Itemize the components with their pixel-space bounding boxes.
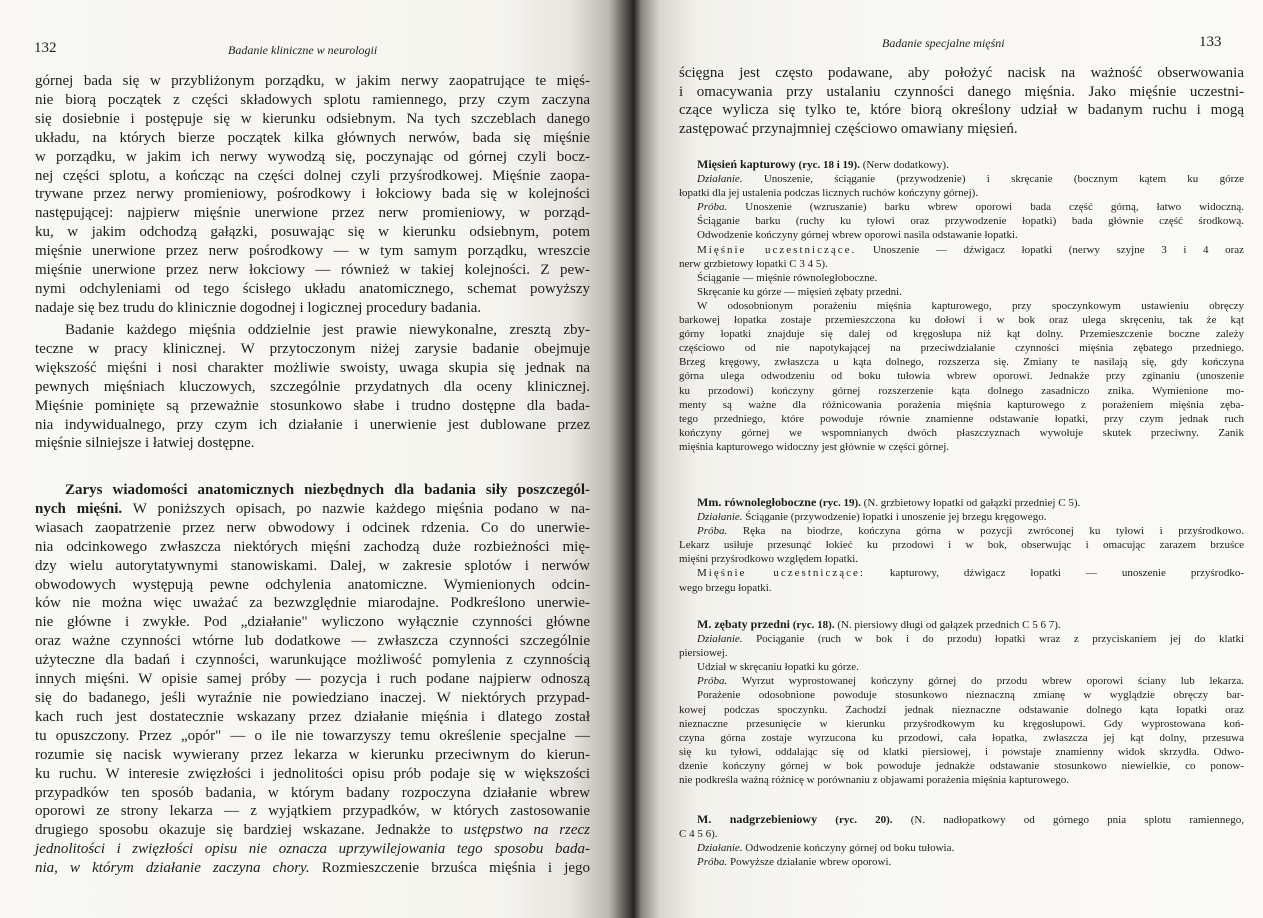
text-line: większość mięśni i nosi charakter możliwie swoisty, uwaga skupia się jednak na bbox=[35, 359, 590, 376]
note-line: W odosobnionym porażeniu mięśnia kapturowego, przy spoczynkowym ustawieniu obręczy bbox=[697, 299, 1244, 312]
text-line bbox=[35, 500, 590, 519]
text-line: ku ruchu. W interesie zwięzłości i jednolitości opisu prób podaje się w większości bbox=[35, 765, 590, 782]
text-line: czące wylicza się tylko te, które biorą określony udział w badanym ruchu i mogą bbox=[679, 102, 1244, 118]
label-dzialanie: Działanie. bbox=[697, 511, 743, 524]
text-line bbox=[679, 510, 1244, 524]
section-kapturowy bbox=[679, 157, 1244, 454]
muscle-title: Mm. równoległoboczne bbox=[697, 495, 817, 509]
text-line: ku, w jakim odchodzą gałązki, posuwając się w kierunku odsiebnym, potem bbox=[35, 224, 590, 241]
note-line: mięśnia kapturowego widoczny jest głównie w części górnej. bbox=[679, 440, 950, 453]
note-line: nie podkreśla ważną różnicę w porównaniu z objawami porażenia mięśnia kapturowego. bbox=[679, 774, 1070, 787]
note-line: menty są ważne dla różnicowania porażenia mięśnia kapturowego z porażeniem mięśnia zęba- bbox=[679, 398, 1244, 411]
text-line: Ściąganie — mięśnie równoległoboczne. bbox=[697, 271, 878, 284]
text-line bbox=[679, 841, 1244, 855]
text-line: się dosiebnie i postępuje się w kierunku odsiebnym. Na tych szczeblach danego bbox=[35, 110, 590, 127]
text-line bbox=[679, 243, 1244, 257]
section-rownoleglobocze bbox=[679, 495, 1244, 595]
text-line: wiasach zaopatrzenie przez nerw obwodowy i odcinek rdzenia. Co do unerwie- bbox=[35, 519, 590, 536]
text-line bbox=[679, 566, 1244, 580]
text-line: oraz ważne czynności wtórne lub dodatkowe — zwłaszcza czynności szczególnie bbox=[35, 633, 590, 650]
text-line: ków nie można więc uważać za bezwzględnie miarodajne. Podkreślono unerwie- bbox=[35, 595, 590, 612]
text-line: nej części splotu, a kończąc na części dolnej czyli przyśrodkowej. Mięśnie zaopa- bbox=[35, 167, 590, 184]
text-run: Ściąganie (przywodzenie) łopatki i unoszenie jej brzegu kręgowego. bbox=[745, 511, 1047, 524]
text-run: Rozmieszczenie brzuśca mięśnia i jego bbox=[321, 860, 591, 877]
text-line bbox=[679, 172, 1244, 186]
text-line: nie biorą początek z części składowych splotu ramiennego, przy czym zaczyna bbox=[35, 91, 590, 108]
right-page bbox=[634, 0, 1263, 918]
note-line: ku przodowi) kończyny górnej rozszerzenie kąta dolnego zasadniczo znika. Wymienione mo- bbox=[679, 384, 1244, 397]
note-line: tego przedniego, które powoduje równie znamienne odstawanie łopatki, przy czym jednak ruch bbox=[679, 412, 1244, 425]
intro-paragraph bbox=[679, 64, 1244, 138]
section-heading-end: nych mięśni. bbox=[35, 500, 123, 517]
italic-run: ustępstwo na rzecz bbox=[463, 822, 591, 839]
note-line: kończyny górnej we wspomnianych dwóch płaszczyznach wywołuje skutek przeciwny. Zanik bbox=[679, 426, 1244, 439]
text-line bbox=[679, 674, 1244, 688]
label-dzialanie: Działanie. bbox=[697, 633, 743, 646]
section-heading: Zarys wiadomości anatomicznych niezbędnych dla badania siły poszczegól- bbox=[65, 482, 590, 498]
note-line: czyna górna zostaje wyrzucona ku przodowi, cała łopatka, zwłaszcza jej kąt dolny, przesuwa bbox=[679, 731, 1244, 744]
text-line: rozumie się nacisk wywierany przez lekarza w kierunku przeciwnym do kierun- bbox=[35, 746, 590, 763]
page-number: 132 bbox=[34, 40, 57, 56]
text-line bbox=[35, 821, 590, 840]
section-zebaty-przedni bbox=[679, 617, 1244, 787]
text-line: nymi odchyleniami od tego ścisłego układu anatomicznego, schemat powyższy bbox=[35, 280, 590, 297]
text-line: nadaje się bez trudu do klinicznie dogodnej i logicznej procedury badania. bbox=[35, 299, 482, 316]
label-proba: Próba. bbox=[697, 675, 728, 688]
italic-run: nia, w którym działanie zaczyna chory. bbox=[35, 860, 310, 877]
note-line: barkowej łopatka zostaje przemieszczona ku dołowi i w bok oraz ulega skręceniu, tak że kąt bbox=[679, 314, 1244, 327]
muscle-heading bbox=[679, 157, 1244, 172]
text-run: Pociąganie (ruch w bok i do przodu) łopatki wraz z przyciskaniem jej do klatki bbox=[756, 633, 1245, 646]
muscle-title: M. nadgrzebieniowy bbox=[697, 812, 818, 826]
note-line: dzenie kończyny górnej w bok powoduje jednakże odstawanie stosunkowo niewielkie, co ponow- bbox=[679, 759, 1244, 772]
text-line bbox=[679, 524, 1244, 538]
text-line bbox=[679, 200, 1244, 214]
label-dzialanie: Działanie. bbox=[697, 173, 743, 186]
text-line: nia indywidualnego, przy czym ich działanie i unerwienie jest dublowane przez bbox=[35, 416, 590, 433]
muscle-heading bbox=[679, 812, 1244, 827]
text-line: oporowi ze strony lekarza — z wyjątkiem przypadków, w których zastosowanie bbox=[35, 803, 590, 820]
page-number: 133 bbox=[1199, 34, 1222, 50]
running-head: Badanie kliniczne w neurologii bbox=[228, 43, 378, 57]
text-run: Unoszenie — dźwigacz łopatki (nerwy szyjne 3 i 4 oraz bbox=[872, 243, 1245, 256]
note-line: górny łopatki znajduje się dalej od kręgosłupa niż kąt dolny. Przemieszczenie boczne zależy bbox=[679, 328, 1244, 341]
text-line: łopatki dla jej ustalenia podczas licznych ruchów kończyny górnej). bbox=[679, 187, 979, 200]
text-line: Lekarz usiłuje przesunąć łokieć ku przodowi i w bok, obserwując i omacując zarazem brzuśce bbox=[679, 539, 1244, 552]
text-line: kach ruch jest dostatecznie wskazany przez działanie mięśnia i dlatego został bbox=[35, 708, 590, 725]
text-line: Badanie każdego mięśnia oddzielnie jest prawie niewykonalne, zresztą zby- bbox=[65, 322, 590, 338]
text-line bbox=[679, 855, 1244, 869]
paragraph-1 bbox=[35, 72, 590, 318]
text-line: trywane przez nerwy promieniowy, pośrodkowy i łokciowy bada się w kolejności bbox=[35, 186, 590, 203]
text-line: wego brzegu łopatki. bbox=[679, 581, 772, 594]
text-line: mięśni przyśrodkowo względem łopatki. bbox=[679, 553, 859, 566]
text-line: Mięśnie pominięte są przeważnie stosunkowo słabe i trudno dostępne dla bada- bbox=[35, 397, 590, 414]
text-run: Unoszenie (wzruszanie) barku wbrew oporowi bada część górną, łatwo widoczną. bbox=[745, 201, 1245, 214]
text-line: się do badanego, jeśli wyraźnie nie powiedziano inaczej. W niektórych przypad- bbox=[35, 689, 590, 706]
text-line: układu, na których bierze początek kilka głównych nerwów, bada się mięśnie bbox=[35, 129, 590, 146]
text-line: mięśnie unerwione przez nerw łokciowy — również w takiej kolejności. Z pew- bbox=[35, 262, 590, 279]
text-line: mięśnie silniejsze i łatwiej dostępne. bbox=[35, 435, 255, 452]
muscle-heading bbox=[679, 495, 1244, 510]
note-line: Brzeg kręgowy, zwłaszcza u kąta dolnego, rozszerza się. Zmiany te nasilają się, gdy kończyna bbox=[679, 356, 1244, 369]
nerve-supply: (N. nadłopatkowy od górnego pnia splotu ramiennego, bbox=[910, 814, 1245, 826]
text-run: Powyższe działanie wbrew oporowi. bbox=[730, 856, 892, 869]
text-line: obwodowych występują pewne odchylenia anatomiczne. Wymienionych odcin- bbox=[35, 576, 590, 593]
text-run: Ręka na biodrze, kończyna górna w pozycji zwróconej ku tyłowi i przyśrodkowo. bbox=[742, 525, 1244, 538]
note-line: nieznaczne przesunięcie w kierunku przyśrodkowym ku kręgosłupowi. Gdy wyprostowana koń- bbox=[679, 717, 1244, 730]
text-line: pewnych mięśniach kluczowych, szczególnie przydatnych dla oceny klinicznej. bbox=[35, 378, 590, 395]
nerve-supply: (N. grzbietowy łopatki od gałązki przedniej C 5). bbox=[863, 497, 1081, 509]
figure-ref: (ryc. 20). bbox=[835, 814, 893, 826]
muscle-title: M. zębaty przedni bbox=[697, 617, 790, 631]
text-line: nerw grzbietowy łopatki C 3 4 5). bbox=[679, 257, 828, 270]
text-run: drugiego sposobu okazuje się bardziej wskazane. Jednakże to bbox=[35, 822, 453, 839]
text-line: i omacywania przy ustalaniu czynności danego mięśnia. Jako mięśnie uczestni- bbox=[679, 83, 1244, 100]
text-line: C 4 5 6). bbox=[679, 828, 718, 841]
text-line bbox=[679, 632, 1244, 646]
text-line: użyteczne dla badań i czynności, warunkujące możliwość pomylenia z czynnością bbox=[35, 652, 590, 669]
text-line: nie główne i zwykłe. Pod „działanie" wyliczono wyłącznie czynności główne bbox=[35, 614, 590, 631]
note-line: się ku tyłowi, oddalając się od klatki piersiowej, i powstaje znamienny widok skrzydła. Odwo- bbox=[679, 745, 1244, 758]
nerve-supply: (N. piersiowy długi od gałązek przednich C 5 6 7). bbox=[837, 619, 1061, 631]
running-head: Badanie specjalne mięśni bbox=[882, 36, 1005, 50]
text-line: zastępować przynajmniej częściowo omawiany mięsień. bbox=[679, 120, 1018, 137]
section-nadgrzebieniowy bbox=[679, 812, 1244, 869]
label-dzialanie: Działanie. bbox=[697, 842, 743, 855]
label-proba: Próba. bbox=[697, 201, 728, 214]
note-line: częściowo od nie napotykającej na przeciwdziałanie czynności mięśnia zębatego przedniego. bbox=[679, 342, 1244, 355]
figure-ref: (ryc. 19). bbox=[819, 497, 861, 509]
muscle-heading bbox=[679, 617, 1244, 632]
muscle-title: Mięsień kapturowy bbox=[697, 157, 796, 171]
text-line: nia odcinkowego zwłaszcza niektórych mięśni zachodzą duże rozbieżności mię- bbox=[35, 538, 590, 555]
note-line: kowej podczas spoczynku. Zachodzi jednak nieznaczne odstawanie dolnego kąta łopatki oraz bbox=[679, 703, 1244, 716]
label-uczestniczace: Mięśnie uczestniczące: bbox=[697, 567, 865, 580]
label-proba: Próba. bbox=[697, 525, 728, 538]
text-line: Odwodzenie kończyny górnej wbrew oporowi nasila odstawanie łopatki. bbox=[697, 229, 1018, 242]
text-run: W poniższych opisach, po nazwie każdego mięśnia podano w na- bbox=[132, 500, 590, 517]
label-proba: Próba. bbox=[697, 856, 728, 869]
text-line: jednolitości i zwięzłości opisu nie oznacza uprzywilejowania tego sposobu bada- bbox=[35, 841, 590, 858]
text-line: ścięgna jest często podawane, aby położyć nacisk na ważność obserwowania bbox=[679, 65, 1244, 81]
paragraph-2 bbox=[35, 321, 590, 453]
text-line: innych mięśni. W opisie samej próby — pozycja i ruch podane najpierw odnoszą bbox=[35, 671, 590, 688]
text-run: Odwodzenie kończyny górnej od boku tułowia. bbox=[745, 842, 955, 855]
nerve-supply: (Nerw dodatkowy). bbox=[862, 159, 949, 171]
text-line: Skręcanie ku górze — mięsień zębaty przedni. bbox=[697, 285, 902, 298]
text-line: piersiowej. bbox=[679, 647, 728, 660]
text-run: kapturowy, dźwigacz łopatki — unoszenie przyśrodko- bbox=[889, 567, 1244, 580]
text-line: Ściąganie barku (ruchy ku tyłowi oraz przywodzenie łopatki) bada głównie część środkową. bbox=[697, 215, 1244, 228]
text-line bbox=[35, 859, 590, 878]
figure-ref: (ryc. 18 i 19). bbox=[798, 159, 860, 171]
text-line: dzy wielu autorytatywnymi stanowiskami. Dalej, w zakresie splotów i nerwów bbox=[35, 557, 590, 574]
text-line: następującej: najpierw mięśnie unerwione przez nerw promieniowy, w porząd- bbox=[35, 205, 590, 222]
text-run: Unoszenie, ściąganie (przywodzenie) i skręcanie (bocznym kątem ku górze bbox=[763, 173, 1244, 186]
text-line: w porządku, w jakim ich nerwy wywodzą się, poczynając od górnej czyli bocz- bbox=[35, 148, 590, 165]
text-line: mięśnie unerwione przez nerw pośrodkowy — w tym samym porządku, wreszcie bbox=[35, 243, 590, 260]
note-line: Porażenie odosobnione powoduje stosunkowo nieznaczną zmianę w wyglądzie obręczy bar- bbox=[697, 689, 1244, 702]
text-run: Wyrzut wyprostowanej kończyny górnej do przodu wbrew oporowi ściany lub lekarza. bbox=[741, 675, 1244, 688]
text-line: górnej bada się w przybliżonym porządku, w jakim nerwy zaopatrujące te mięś- bbox=[35, 73, 590, 89]
text-line: Udział w skręcaniu łopatki ku górze. bbox=[697, 661, 859, 674]
paragraph-3 bbox=[35, 481, 590, 878]
label-uczestniczace: Mięśnie uczestniczące. bbox=[697, 243, 857, 256]
note-line: górna ulega odwodzeniu od boku tułowia wbrew oporowi. Jednakże przy zginaniu (unoszenie bbox=[679, 370, 1244, 383]
text-line: tu opuszczony. Przez „opór" — o ile nie towarzyszy temu określenie specjalne — bbox=[35, 727, 590, 744]
text-line: przypadków ten sposób badania, w którym badany rozpoczyna działanie wbrew bbox=[35, 784, 590, 801]
text-line: teczne w pracy klinicznej. W przytoczonym niżej zarysie badanie obejmuje bbox=[35, 340, 590, 357]
figure-ref: (ryc. 18). bbox=[792, 619, 835, 631]
